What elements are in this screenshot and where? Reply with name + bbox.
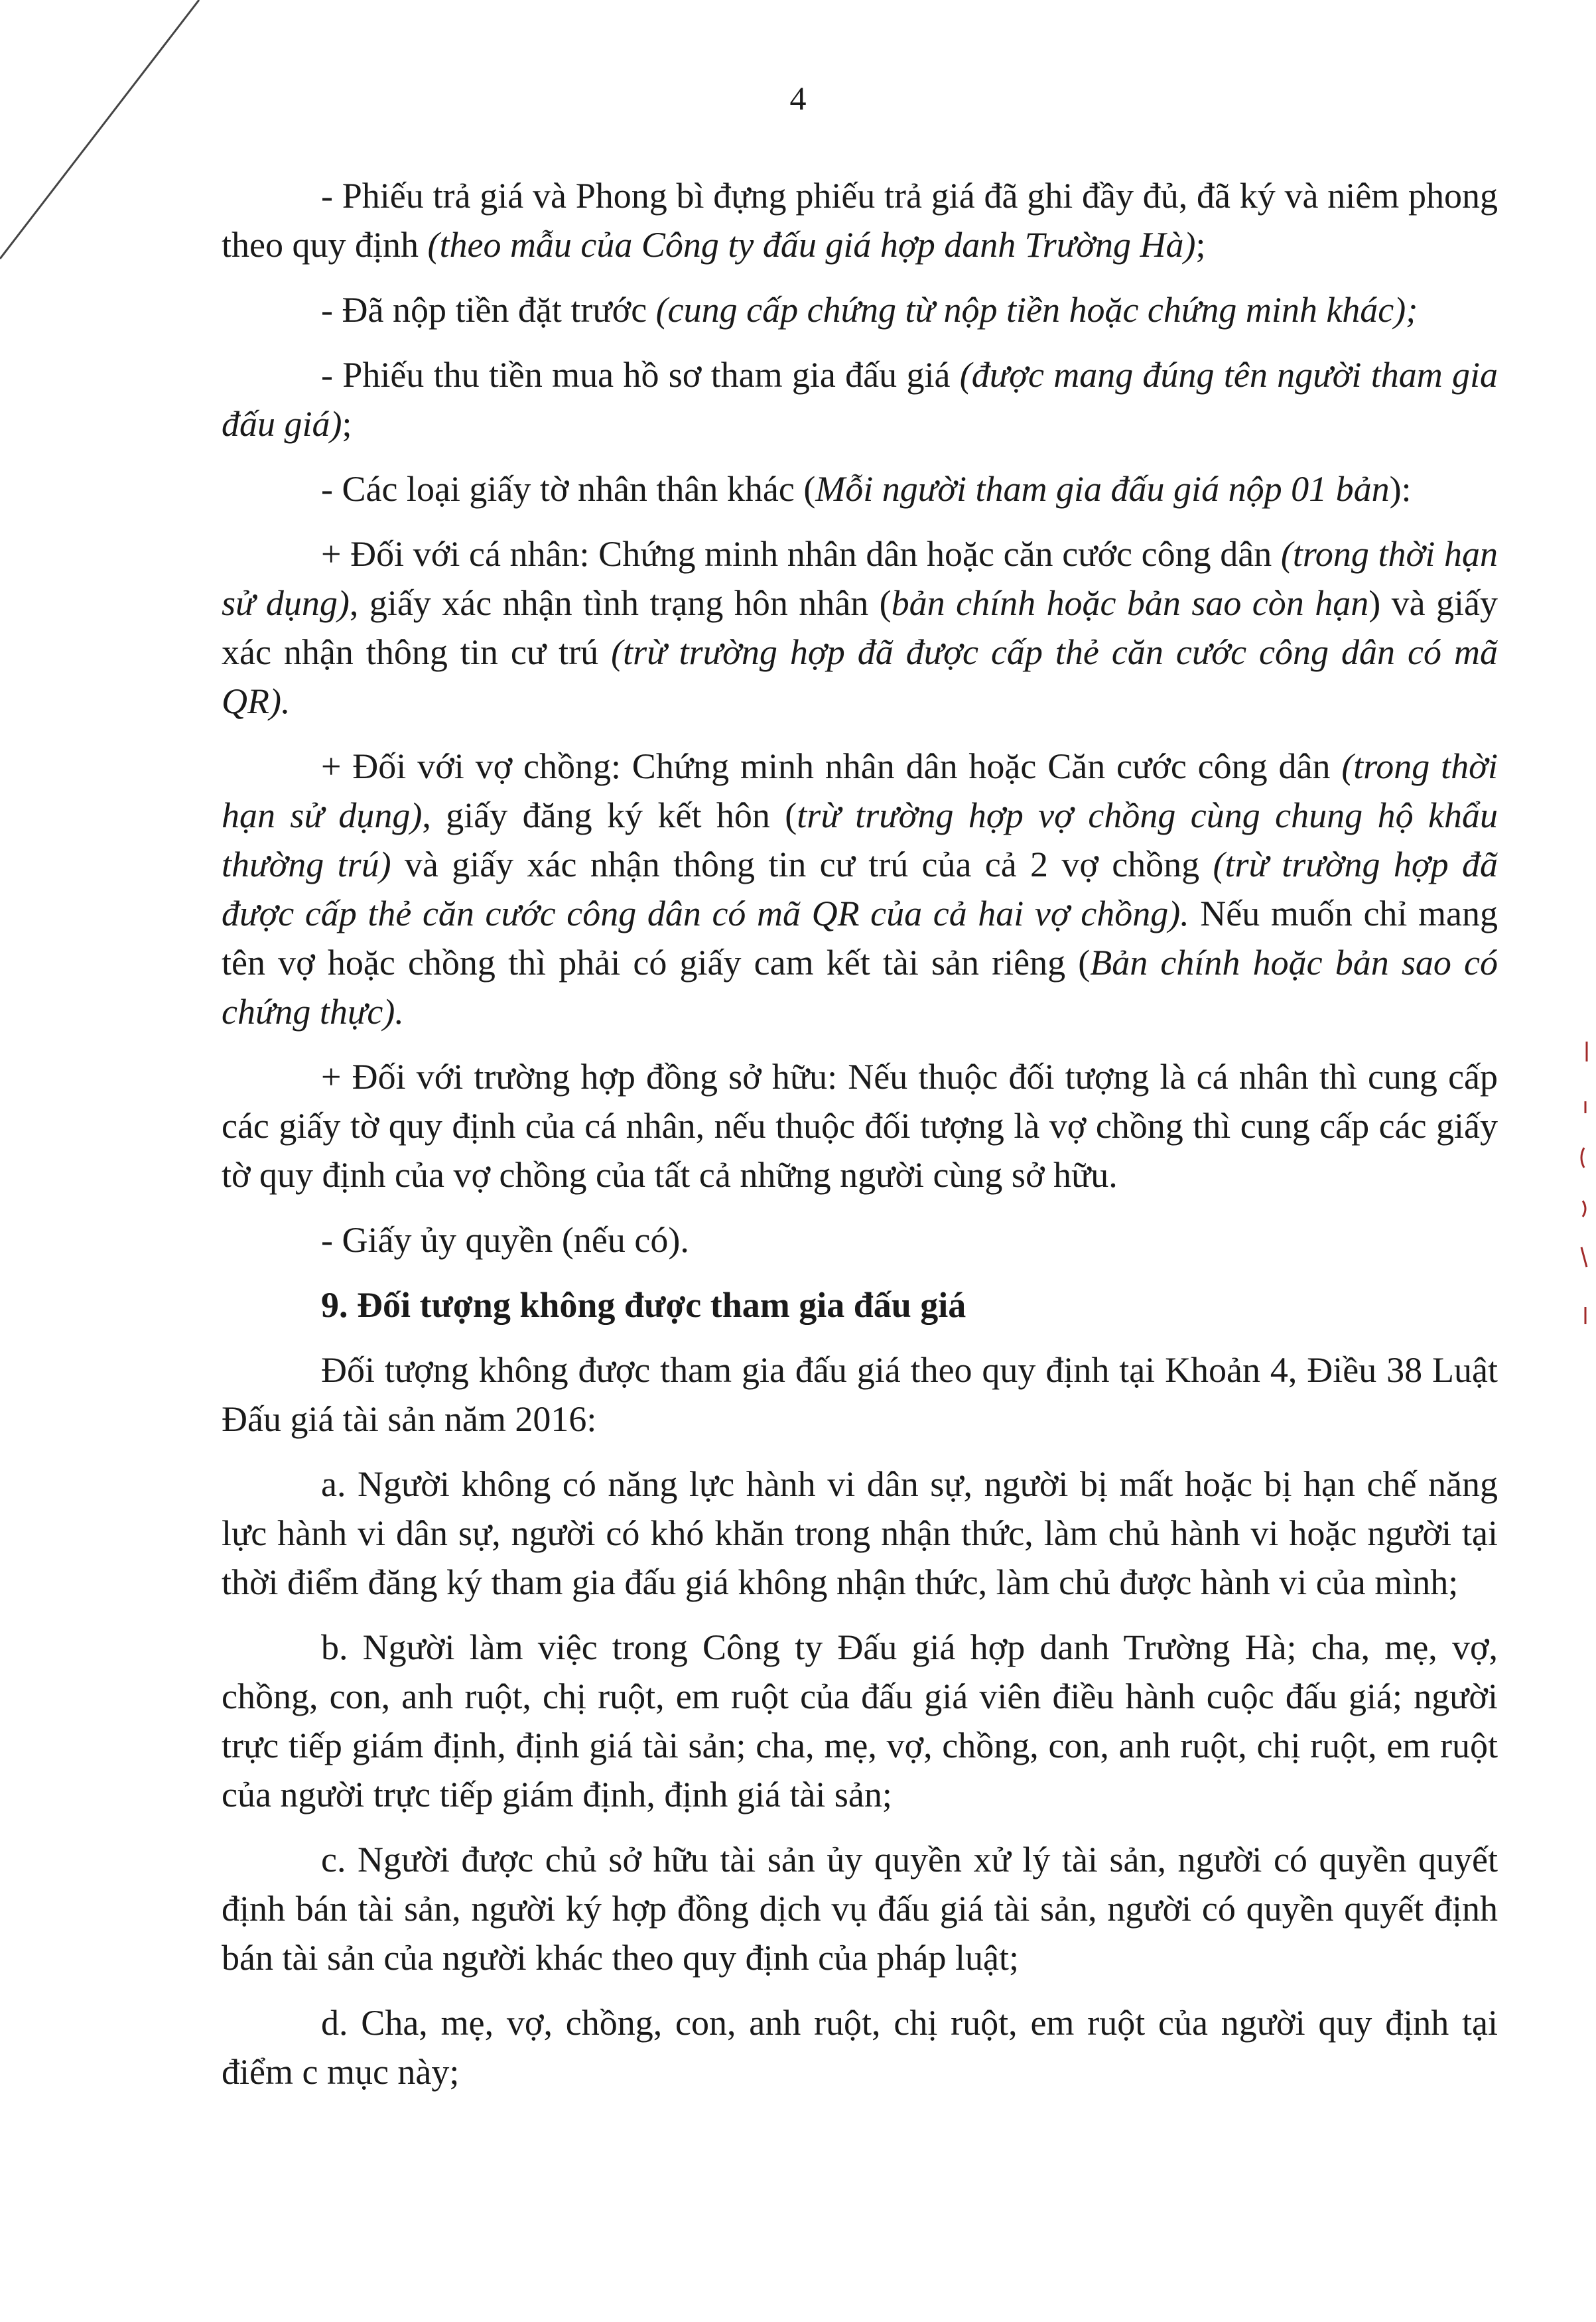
text-run: Nếu muốn chỉ mang tên vợ hoặc chồng thì phải có giấy cam kết tài sản riêng ( [222,894,1498,983]
italic-text-run: (trong thời hạn sử dụng) [222,746,1498,835]
para-identity-docs [222,464,1498,513]
para-bid-form [222,171,1498,269]
para-item-c [222,1835,1498,1982]
italic-text-run: Bản chính hoặc bản sao có chứng thực). [222,943,1498,1032]
text-run: a. Người không có năng lực hành vi dân sự, người bị mất hoặc bị hạn chế năng lực hành vi dân sự, người có khó khăn trong nhận thức, làm chủ hành vi hoặc người tại thời điểm đăng ký tham gia đấu giá không nhận thức, làm chủ được hành vi của mình; [222,1464,1498,1602]
text-run: - Giấy ủy quyền (nếu có). [321,1220,689,1260]
italic-text-run: (trừ trường hợp đã được cấp thẻ căn cước công dân có mã QR của cả hai vợ chồng). [222,845,1498,933]
text-run: - Phiếu thu tiền mua hồ sơ tham gia đấu giá [321,355,960,395]
para-legal-basis [222,1345,1498,1444]
text-run: d. Cha, mẹ, vợ, chồng, con, anh ruột, chị ruột, em ruột của người quy định tại điểm c mục này; [222,2003,1498,2092]
text-run: + Đối với cá nhân: Chứng minh nhân dân hoặc căn cước công dân [321,534,1281,574]
text-run: ) và giấy xác nhận thông tin cư trú [222,583,1498,672]
text-run: ; [1195,225,1206,265]
margin-stamp-fragments [1572,1035,1596,1327]
section-heading-9 [222,1280,1498,1330]
para-spouses [222,742,1498,1036]
text-run: , giấy đăng ký kết hôn ( [422,795,797,835]
text-run: c. Người được chủ sở hữu tài sản ủy quyền xử lý tài sản, người có quyền quyết định bán tài sản, người ký hợp đồng dịch vụ đấu giá tài sản, người có quyền quyết định bán tài sản của người khác theo quy định của pháp luật; [222,1840,1498,1978]
text-run: + Đối với trường hợp đồng sở hữu: Nếu thuộc đối tượng là cá nhân thì cung cấp các giấy tờ quy định của cá nhân, nếu thuộc đối tượng là vợ chồng thì cung cấp các giấy tờ quy định của vợ chồng của tất cả những người cùng sở hữu. [222,1057,1498,1195]
text-run: và giấy xác nhận thông tin cư trú của cả 2 vợ chồng [391,845,1213,884]
text-run: + Đối với vợ chồng: Chứng minh nhân dân hoặc Căn cước công dân [321,746,1342,786]
document-body [222,171,1498,2112]
page-number: 4 [789,80,807,117]
para-power-of-attorney [222,1215,1498,1264]
italic-text-run: (trừ trường hợp đã được cấp thẻ căn cước công dân có mã QR). [222,632,1498,721]
text-run: 9. Đối tượng không được tham gia đấu giá [321,1285,966,1325]
text-run: ; [342,404,352,444]
para-co-ownership [222,1052,1498,1199]
para-item-b [222,1623,1498,1819]
italic-text-run: Mỗi người tham gia đấu giá nộp 01 bản [815,469,1390,509]
text-run: - Phiếu trả giá và Phong bì đựng phiếu trả giá đã ghi đầy đủ, đã ký và niêm phong theo quy định [222,176,1498,265]
text-run: b. Người làm việc trong Công ty Đấu giá hợp danh Trường Hà; cha, mẹ, vợ, chồng, con, anh ruột, chị ruột, em ruột của đấu giá viên điều hành cuộc đấu giá; người trực tiếp giám định, định giá tài sản; cha, mẹ, vợ, chồng, con, anh ruột, chị ruột, em ruột của người trực tiếp giám định, định giá tài sản; [222,1627,1498,1814]
para-item-d [222,1998,1498,2096]
italic-text-run: (cung cấp chứng từ nộp tiền hoặc chứng minh khác); [655,290,1418,330]
para-individual [222,529,1498,726]
para-item-a [222,1460,1498,1607]
para-deposit [222,285,1498,334]
text-run: , giấy xác nhận tình trạng hôn nhân ( [349,583,892,623]
para-receipt [222,350,1498,448]
italic-text-run: trừ trường hợp vợ chồng cùng chung hộ khẩu thường trú) [222,795,1498,884]
italic-text-run: (được mang đúng tên người tham gia đấu giá) [222,355,1498,444]
italic-text-run: bản chính hoặc bản sao còn hạn [891,583,1369,623]
text-run: Đối tượng không được tham gia đấu giá theo quy định tại Khoản 4, Điều 38 Luật Đấu giá tài sản năm 2016: [222,1350,1498,1439]
text-run: - Các loại giấy tờ nhân thân khác ( [321,469,816,509]
text-run: ): [1389,469,1412,509]
italic-text-run: (theo mẫu của Công ty đấu giá hợp danh Trường Hà) [427,225,1196,265]
text-run: - Đã nộp tiền đặt trước [321,290,656,330]
italic-text-run: (trong thời hạn sử dụng) [222,534,1498,623]
